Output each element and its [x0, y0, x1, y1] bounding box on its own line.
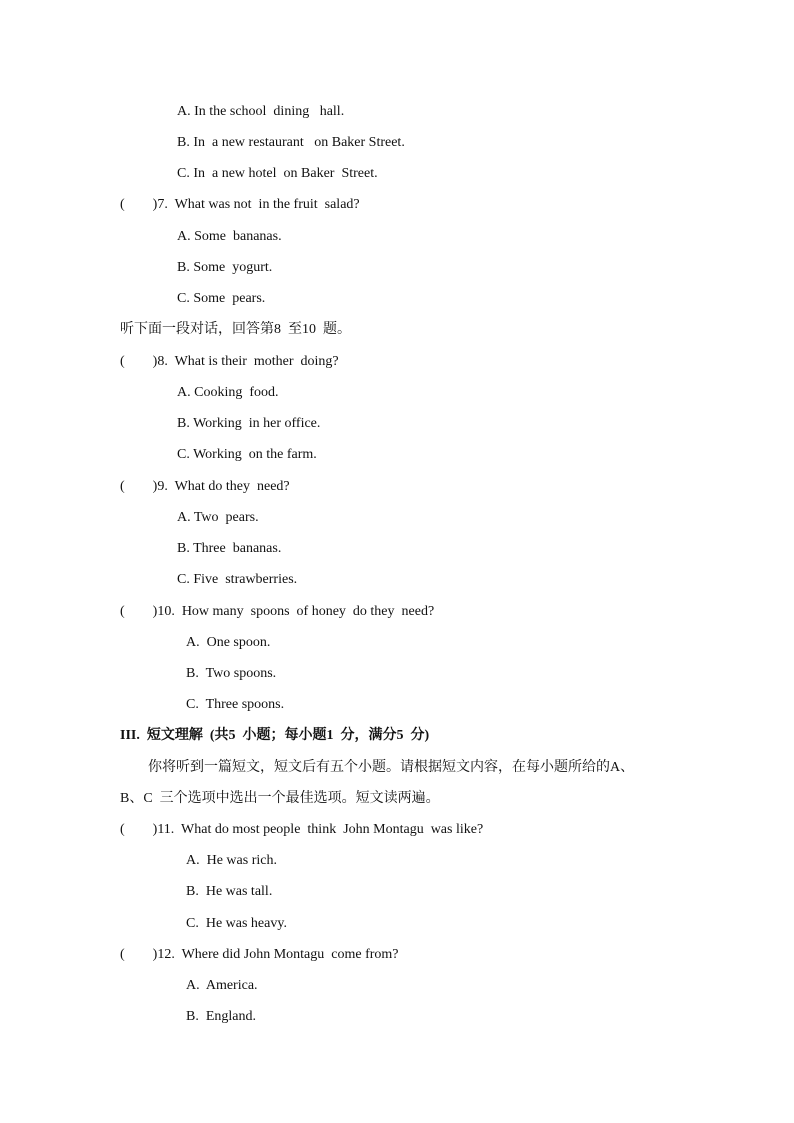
q8-option-a: A. Cooking food. [177, 385, 279, 400]
q6-option-c: C. In a new hotel on Baker Street. [177, 166, 378, 181]
section-iii-instruction-2: B、C 三个选项中选出一个最佳选项。短文读两遍。 [120, 791, 440, 806]
question-8: ( )8. What is their mother doing? [120, 354, 339, 369]
q12-option-b: B. England. [186, 1009, 256, 1024]
q7-option-a: A. Some bananas. [177, 229, 282, 244]
question-10: ( )10. How many spoons of honey do they need? [120, 604, 435, 619]
q7-option-b: B. Some yogurt. [177, 260, 273, 275]
q10-option-a: A. One spoon. [186, 635, 271, 650]
q11-option-b: B. He was tall. [186, 884, 273, 899]
q10-option-c: C. Three spoons. [186, 697, 285, 712]
q6-option-b: B. In a new restaurant on Baker Street. [177, 135, 405, 150]
q6-option-a: A. In the school dining hall. [177, 104, 345, 119]
q9-option-b: B. Three bananas. [177, 541, 282, 556]
question-12: ( )12. Where did John Montagu come from? [120, 947, 399, 962]
question-9: ( )9. What do they need? [120, 479, 290, 494]
q11-option-c: C. He was heavy. [186, 916, 287, 931]
q10-option-b: B. Two spoons. [186, 666, 277, 681]
section-iii-heading: III. 短文理解 (共5 小题；每小题1 分，满分5 分) [120, 728, 430, 743]
q7-option-c: C. Some pears. [177, 291, 266, 306]
q9-option-a: A. Two pears. [177, 510, 259, 525]
q8-option-b: B. Working in her office. [177, 416, 321, 431]
q9-option-c: C. Five strawberries. [177, 572, 298, 587]
section-instruction-8-10: 听下面一段对话，回答第8 至10 题。 [120, 322, 351, 337]
q11-option-a: A. He was rich. [186, 853, 277, 868]
section-iii-instruction-1: 你将听到一篇短文，短文后有五个小题。请根据短文内容，在每小题所给的A、 [148, 760, 635, 775]
question-11: ( )11. What do most people think John Montagu was like? [120, 822, 484, 837]
q8-option-c: C. Working on the farm. [177, 447, 317, 462]
question-7: ( )7. What was not in the fruit salad? [120, 197, 360, 212]
q12-option-a: A. America. [186, 978, 258, 993]
